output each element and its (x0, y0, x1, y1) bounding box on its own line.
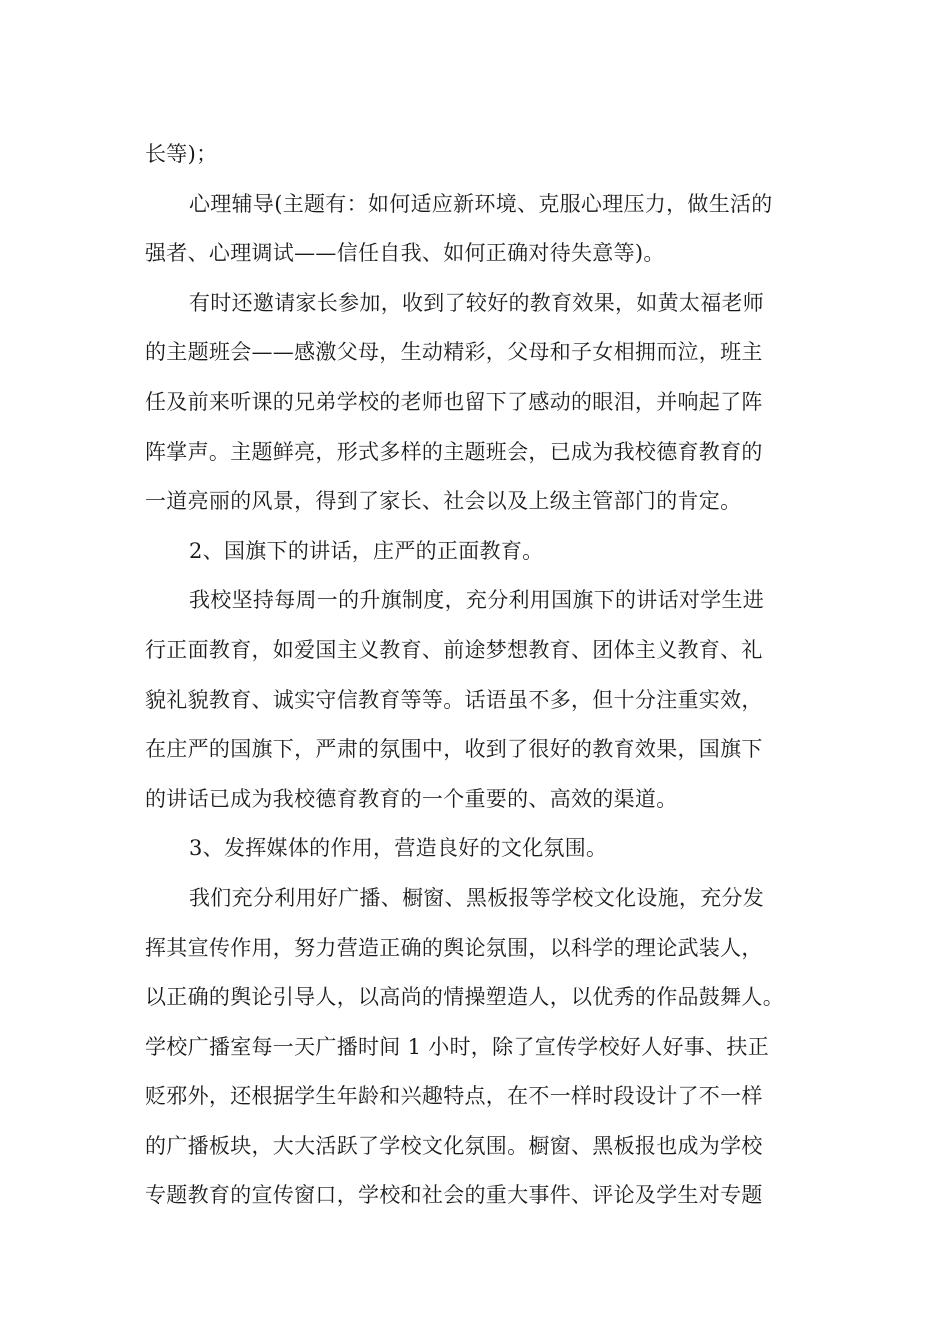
text-line: 的主题班会——感激父母，生动精彩，父母和子女相拥而泣，班主 (145, 340, 763, 365)
text-line: 一道亮丽的风景，得到了家长、社会以及上级主管部门的肯定。 (145, 489, 742, 514)
text-line: 强者、心理调试——信任自我、如何正确对待失意等)。 (145, 241, 665, 266)
text-line: 学校广播室每一天广播时间 1 小时，除了宣传学校好人好事、扶正 (145, 1034, 770, 1059)
text-line: 貌礼貌教育、诚实守信教育等等。话语虽不多，但十分注重实效， (145, 687, 763, 712)
section-heading: 2、国旗下的讲话，庄严的正面教育。 (189, 538, 544, 563)
text-line: 心理辅导(主题有：如何适应新环境、克服心理压力，做生活的 (189, 191, 773, 216)
text-line: 任及前来听课的兄弟学校的老师也留下了感动的眼泪，并响起了阵 (145, 389, 763, 414)
text-line: 有时还邀请家长参加，收到了较好的教育效果，如黄太福老师 (189, 290, 765, 315)
text-line: 在庄严的国旗下，严肃的氛围中，收到了很好的教育效果，国旗下 (145, 737, 763, 762)
text-line: 以正确的舆论引导人，以高尚的情操塑造人，以优秀的作品鼓舞人。 (145, 985, 784, 1010)
text-line: 贬邪外，还根据学生年龄和兴趣特点，在不一样时段设计了不一样 (145, 1084, 763, 1109)
text-line: 专题教育的宣传窗口，学校和社会的重大事件、评论及学生对专题 (145, 1183, 763, 1208)
text-line: 的讲话已成为我校德育教育的一个重要的、高效的渠道。 (145, 786, 678, 811)
text-line: 的广播板块，大大活跃了学校文化氛围。橱窗、黑板报也成为学校 (145, 1133, 763, 1158)
text-line: 行正面教育，如爱国主义教育、前途梦想教育、团体主义教育、礼 (145, 637, 763, 662)
section-heading: 3、发挥媒体的作用，营造良好的文化氛围。 (189, 836, 608, 861)
text-line: 长等)； (145, 142, 218, 166)
text-line: 挥其宣传作用，努力营造正确的舆论氛围，以科学的理论武装人， (145, 935, 763, 960)
text-line: 阵掌声。主题鲜亮，形式多样的主题班会，已成为我校德育教育的 (145, 439, 763, 464)
text-line: 我校坚持每周一的升旗制度，充分利用国旗下的讲话对学生进 (189, 588, 765, 613)
text-line: 我们充分利用好广播、橱窗、黑板报等学校文化设施，充分发 (189, 885, 765, 910)
document-body (145, 130, 810, 1221)
